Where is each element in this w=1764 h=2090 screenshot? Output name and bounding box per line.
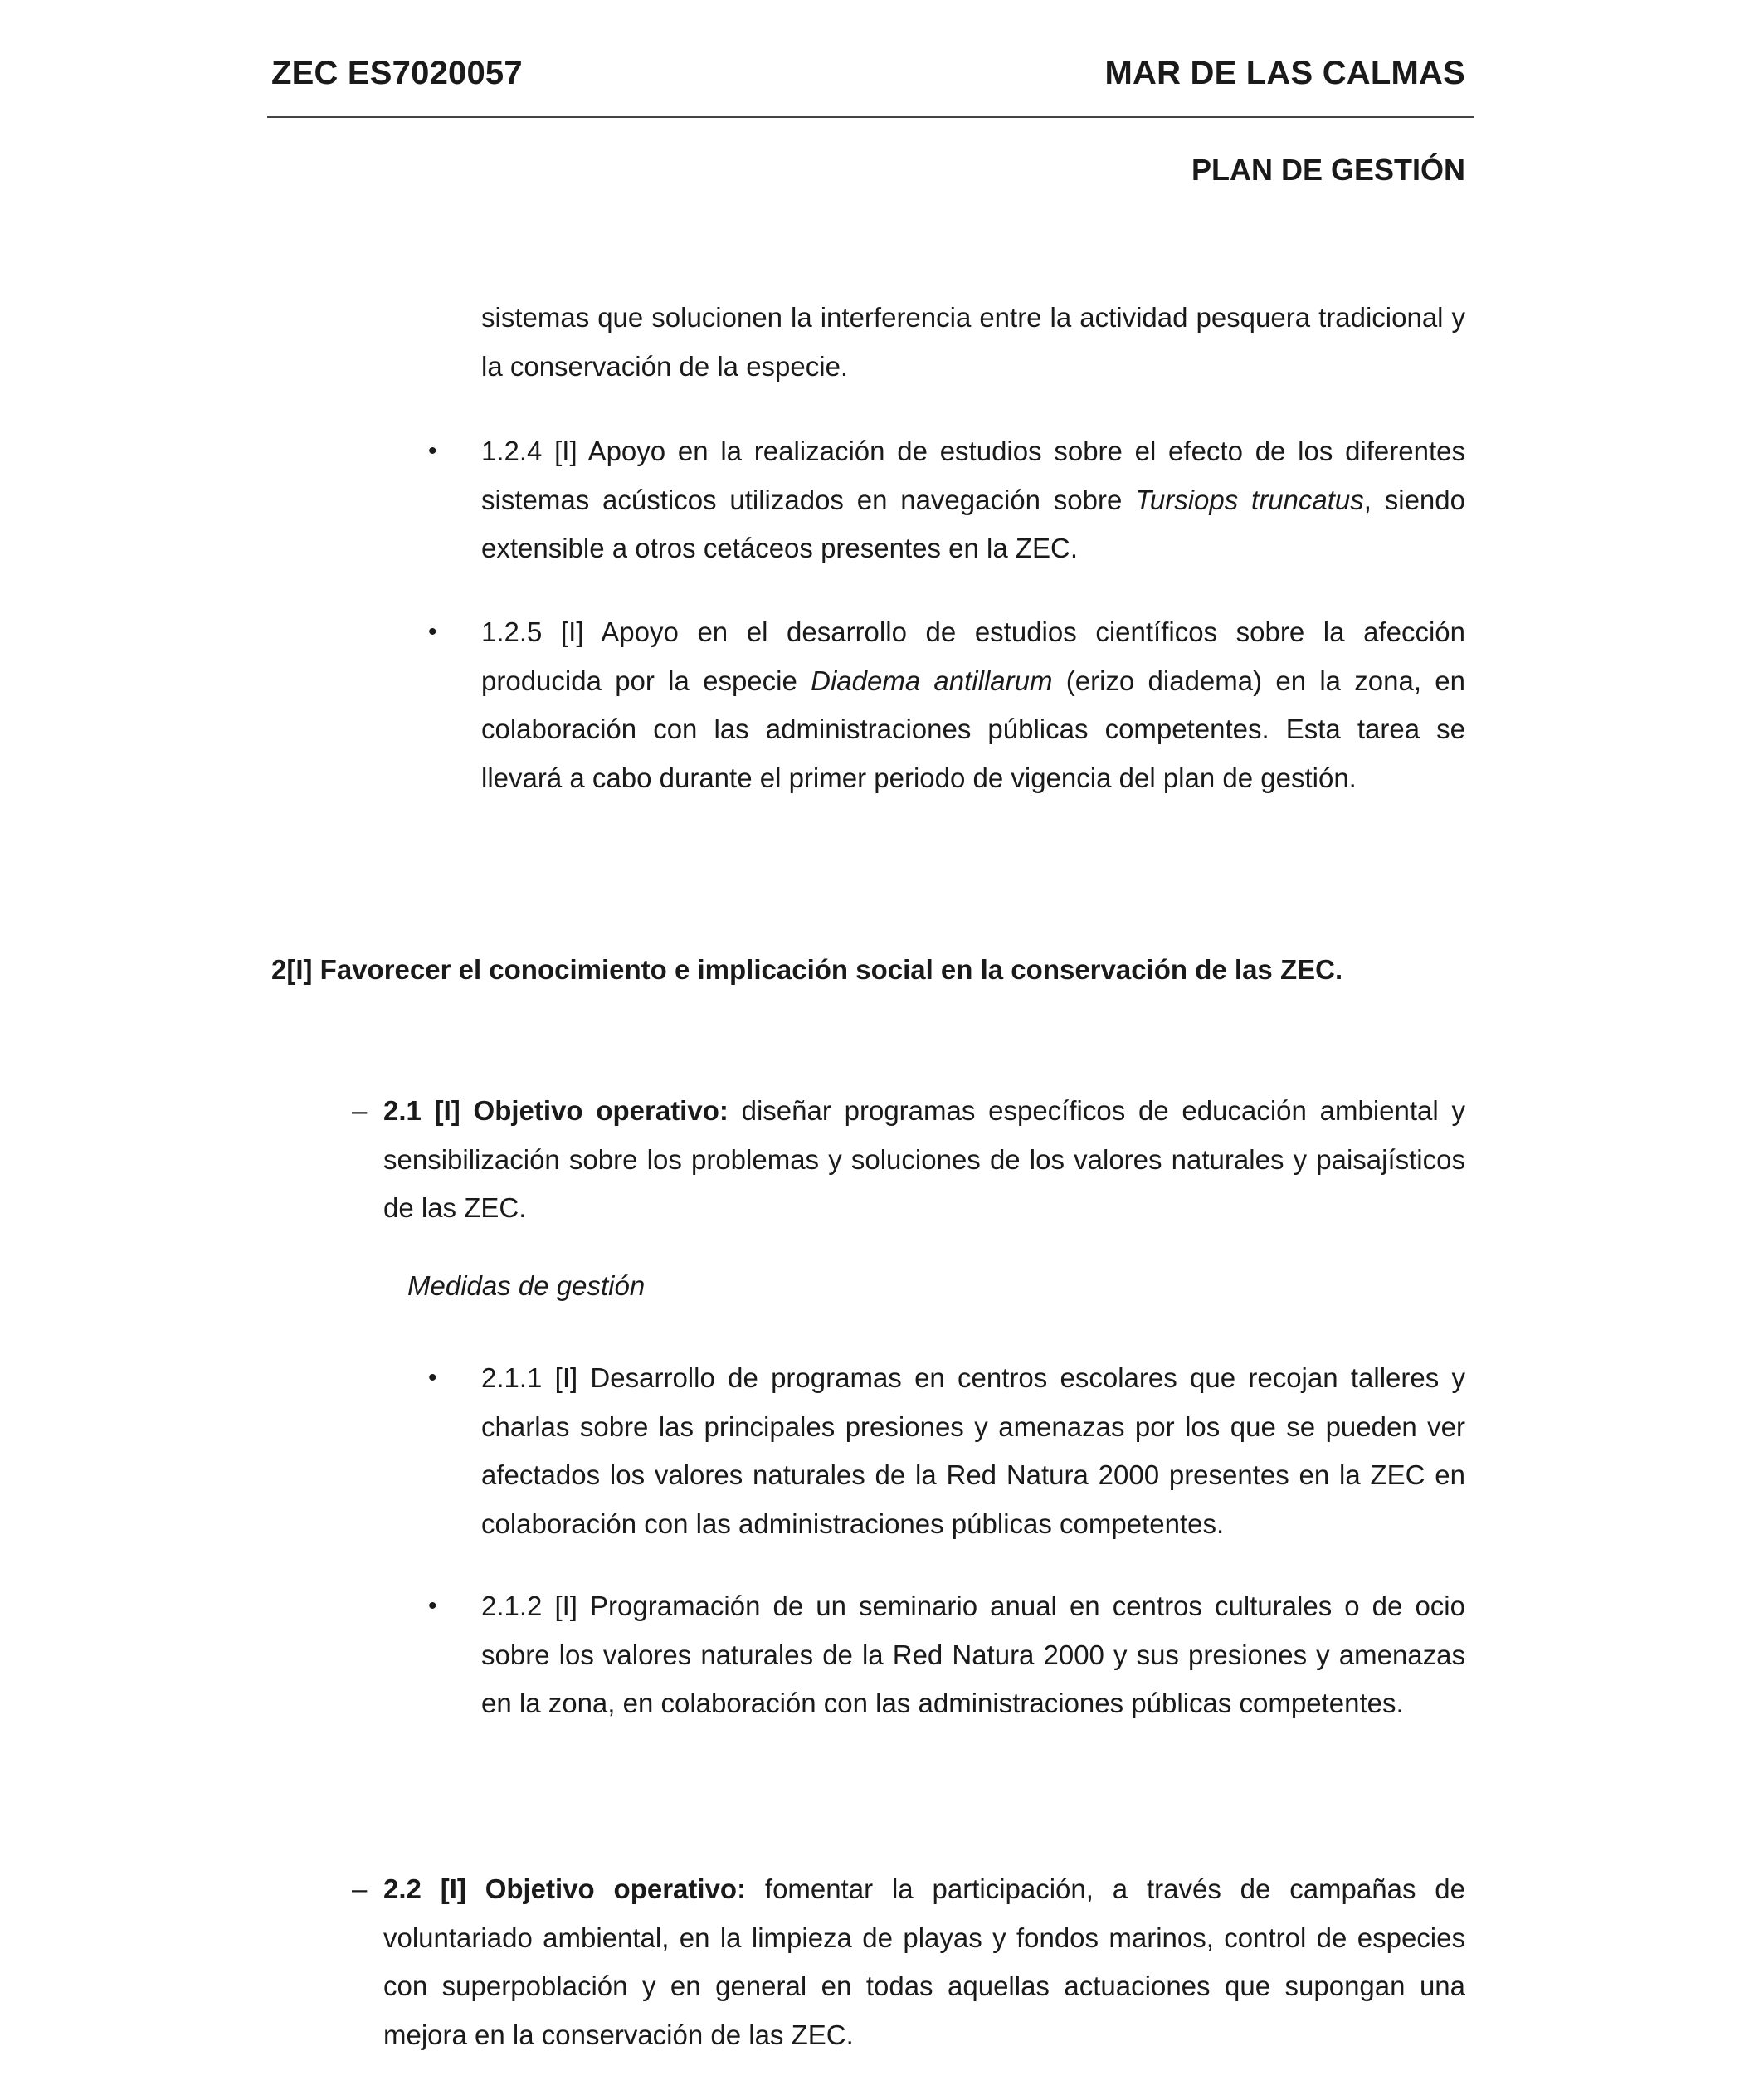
species-name: Diadema antillarum [811,665,1053,696]
dash-icon: – [352,1873,368,1904]
measure-1-2-5: 1.2.5 [I] Apoyo en el desarrollo de estudios científicos sobre la afección producida por la especie Diadema antillarum (erizo diadema) en la zona, en colaboración con las administraciones públicas competentes. Esta tarea se llevará a cabo durante el primer periodo de vigencia del plan de gestión. [481,616,1465,793]
document-subtitle: PLAN DE GESTIÓN [1191,153,1465,187]
measure-2-1-2: 2.1.2 [I] Programación de un seminario anual en centros culturales o de ocio sobre los valores naturales de la Red Natura 2000 y sus presiones y amenazas en la zona, en colaboración con las administraciones públicas competentes. [481,1591,1465,1718]
measure-2-1-1: 2.1.1 [I] Desarrollo de programas en centros escolares que recojan talleres y charlas sobre las principales presiones y amenazas por los que se pueden ver afectados los valores naturales de la Red Natura 2000 presentes en la ZEC en colaboración con las administraciones públicas competentes. [481,1362,1465,1539]
bullet-icon: • [428,437,437,465]
header-zec-code: ZEC ES7020057 [271,55,523,91]
measure-1-2-4: 1.2.4 [I] Apoyo en la realización de estudios sobre el efecto de los diferentes sistemas acústicos utilizados en navegación sobre Tursiops truncatus, siendo extensible a otros cetáceos presentes en la ZEC. [481,436,1465,563]
header-site-name: MAR DE LAS CALMAS [1104,55,1465,91]
objective-2-heading: 2[I] Favorecer el conocimiento e implicación social en la conservación de las ZEC. [271,954,1343,985]
header-divider [267,116,1474,118]
bullet-icon: • [428,1592,437,1620]
operative-objective-2-1: 2.1 [I] Objetivo operativo: diseñar programas específicos de educación ambiental y sensibilización sobre los problemas y soluciones de los valores naturales y paisajísticos de las ZEC. [383,1095,1465,1223]
species-name: Tursiops truncatus [1135,484,1364,515]
continuation-paragraph: sistemas que solucionen la interferencia entre la actividad pesquera tradicional y la conservación de la especie. [481,302,1465,382]
bullet-icon: • [428,618,437,646]
measures-label: Medidas de gestión [407,1270,646,1301]
operative-objective-2-2: 2.2 [I] Objetivo operativo: fomentar la participación, a través de campañas de voluntariado ambiental, en la limpieza de playas y fondos marinos, control de especies con superpoblación y en general en todas aquellas actuaciones que supongan una mejora en la conservación de las ZEC. [383,1873,1465,2050]
dash-icon: – [352,1095,368,1126]
bullet-icon: • [428,1364,437,1391]
